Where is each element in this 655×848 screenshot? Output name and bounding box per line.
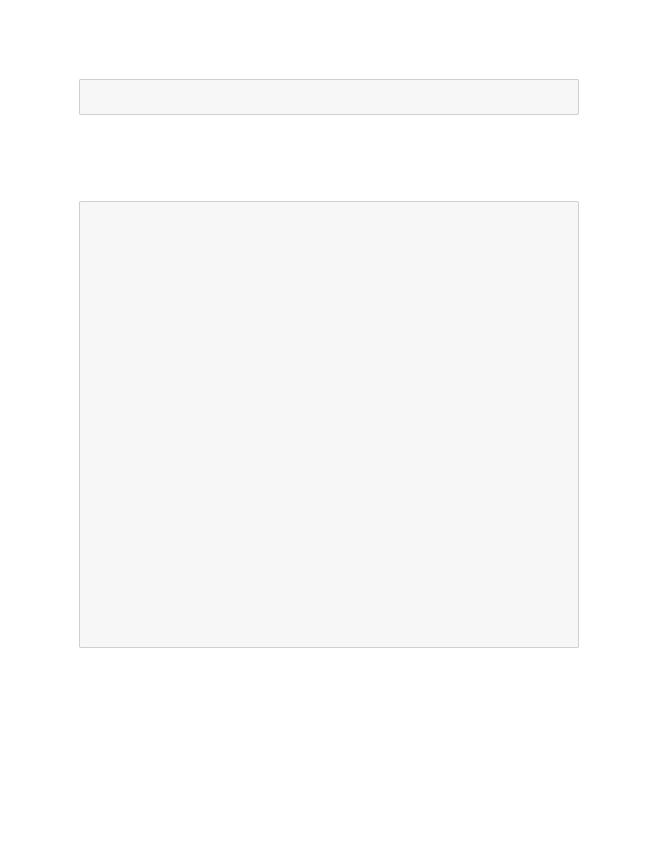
- code-cell-main[interactable]: [79, 201, 579, 648]
- code-cell-top[interactable]: [79, 79, 579, 115]
